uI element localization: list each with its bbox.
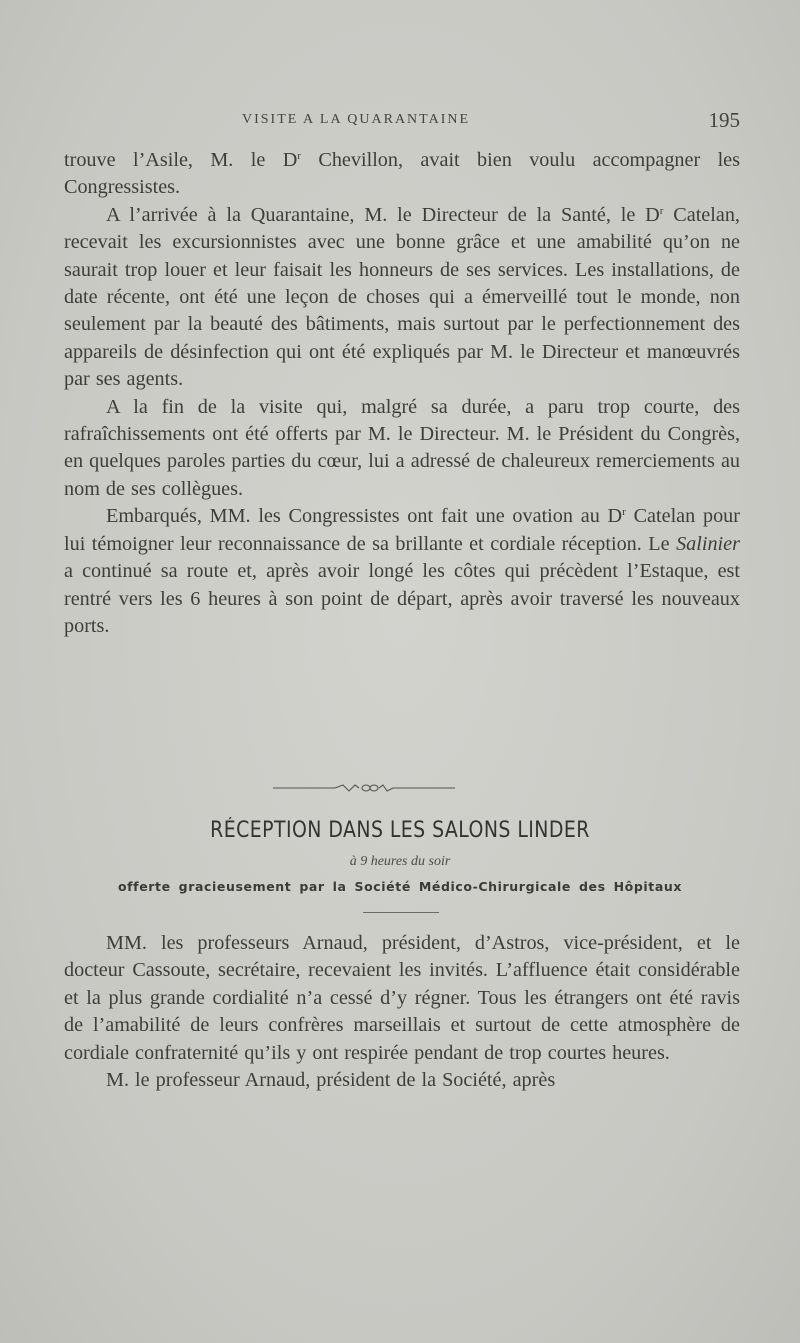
paragraph: M. le professeur Arnaud, président de la Société, après: [106, 1069, 556, 1092]
ornament-divider: [273, 781, 455, 795]
text-block-reception: [64, 930, 740, 1094]
section-title: RÉCEPTION DANS LES SALONS LINDER: [210, 818, 590, 843]
section-time: à 9 heures du soir: [349, 854, 451, 869]
running-head: [64, 108, 740, 136]
paragraph: trouve l’Asile, M. le $D^r$ Chevillon, avait bien voulu accompagner les Congressistes.: [64, 149, 741, 199]
running-title: VISITE A LA QUARANTAINE: [242, 112, 471, 127]
paragraph: MM. les professeurs Arnaud, président, d’Astros, vice-président, et le docteur Cassoute, secrétaire, recevaient les invités. L’affluence était considérable et la plus grande cordialité n’a cessé d’y régner. Tous les étrangers ont été ravis de l’amabilité de leurs confrères marseillais et surtout de cette atmosphère de cordiale confraternité qu’ils y ont respirée pendant de trop courtes heures.: [64, 932, 740, 1064]
section-rule: [363, 912, 439, 913]
paragraph: Embarqués, MM. les Congressistes ont fait une ovation au $D^r$ Catelan pour lui témoigner leur reconnaissance de sa brillante et cordiale réception. Le Salinier a continué sa route et, après avoir longé les côtes qui précèdent l’Estaque, est rentré vers les 6 heures à son point de départ, après avoir traversé les nouveaux ports.: [64, 505, 740, 637]
paragraph: A l’arrivée à la Quarantaine, M. le Directeur de la Santé, le $D^r$ Catelan, recevait les excursionnistes avec une bonne grâce et une amabilité qu’on ne saurait trop louer et leur faisait les honneurs de ses services. Les installations, de date récente, ont été une leçon de choses qui a émerveillé tout le monde, non seulement par la beauté des bâtiments, mais surtout par le perfectionnement des appareils de désinfection qui ont été expliqués par M. le Directeur et manœuvrés par ses agents.: [64, 203, 740, 391]
section-offer: offerte gracieusement par la Société Médico-Chirurgicale des Hôpitaux: [117, 879, 683, 894]
paragraph: A la fin de la visite qui, malgré sa durée, a paru trop courte, des rafraîchissements ont été offerts par M. le Directeur. M. le Président du Congrès, en quelques paroles parties du cœur, lui a adressé de chaleureux remerciements au nom de ses collègues.: [64, 395, 740, 500]
text-block-quarantaine: [64, 147, 740, 640]
page-number: 195: [708, 108, 740, 132]
